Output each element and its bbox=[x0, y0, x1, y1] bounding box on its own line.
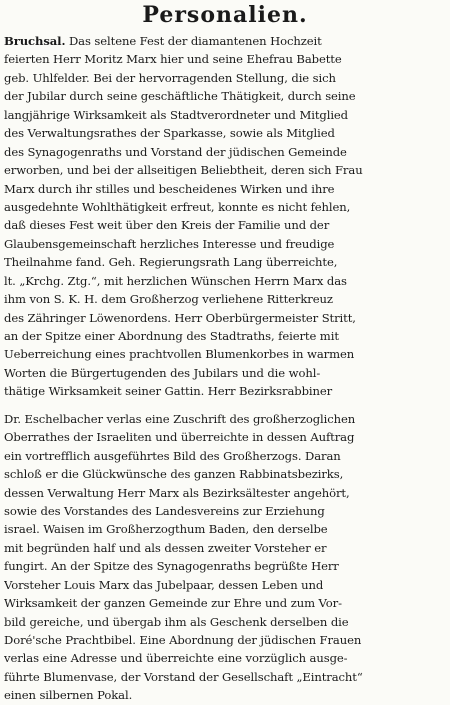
text-line bbox=[4, 290, 446, 308]
line-text: ausgedehnte Wohlthätigkeit erfreut, konnte es nicht fehlen, bbox=[4, 199, 351, 214]
line-text: Dr. Eschelbacher verlas eine Zuschrift des großherzoglichen bbox=[4, 411, 356, 426]
line-text: Vorsteher Louis Marx das Jubelpaar, dessen Leben und bbox=[4, 577, 324, 592]
line-text: ihm von S. K. H. dem Großherzog verliehene Ritterkreuz bbox=[4, 292, 333, 307]
text-line bbox=[4, 235, 446, 253]
text-line bbox=[4, 539, 446, 557]
line-text: fungirt. An der Spitze des Synagogenraths begrüßte Herr bbox=[4, 559, 339, 574]
line-text: Theilnahme fand. Geh. Regierungsrath Lang überreichte, bbox=[4, 255, 338, 270]
line-text: Wirksamkeit der ganzen Gemeinde zur Ehre und zum Vor- bbox=[4, 596, 342, 611]
text-line bbox=[4, 649, 446, 667]
text-line bbox=[4, 124, 446, 142]
line-text: Worten die Bürgertugenden des Jubilars und die wohl- bbox=[4, 365, 321, 380]
line-text: des Zähringer Löwenordens. Herr Oberbürgermeister Stritt, bbox=[4, 310, 356, 325]
text-line bbox=[4, 557, 446, 575]
line-text: erworben, und bei der allseitigen Beliebtheit, deren sich Frau bbox=[4, 163, 363, 178]
text-line bbox=[4, 253, 446, 271]
article-body bbox=[4, 32, 446, 705]
dateline: Bruchsal. bbox=[4, 34, 66, 48]
line-text: verlas eine Adresse und überreichte eine vorzüglich ausge- bbox=[4, 651, 348, 666]
text-line bbox=[4, 180, 446, 198]
text-line bbox=[4, 69, 446, 87]
text-line bbox=[4, 32, 446, 50]
text-line bbox=[4, 382, 446, 400]
text-line bbox=[4, 576, 446, 594]
line-text: Oberrathes der Israeliten und überreichte in dessen Auftrag bbox=[4, 430, 355, 445]
text-line bbox=[4, 631, 446, 649]
text-line bbox=[4, 272, 446, 290]
line-text: geb. Uhlfelder. Bei der hervorragenden Stellung, die sich bbox=[4, 70, 336, 85]
text-line bbox=[4, 613, 446, 631]
text-line bbox=[4, 484, 446, 502]
text-line bbox=[4, 345, 446, 363]
text-line bbox=[4, 327, 446, 345]
text-line bbox=[4, 309, 446, 327]
text-line bbox=[4, 428, 446, 446]
text-line bbox=[4, 143, 446, 161]
line-text: Glaubensgemeinschaft herzliches Interesse und freudige bbox=[4, 236, 335, 251]
line-text: dessen Verwaltung Herr Marx als Bezirksältester angehört, bbox=[4, 485, 350, 500]
line-text: thätige Wirksamkeit seiner Gattin. Herr Bezirksrabbiner bbox=[4, 384, 333, 399]
line-text: führte Blumenvase, der Vorstand der Gesellschaft „Eintracht“ bbox=[4, 669, 363, 684]
text-line bbox=[4, 364, 446, 382]
line-text: israel. Waisen im Großherzogthum Baden, den derselbe bbox=[4, 522, 328, 537]
line-text: Doré'sche Prachtbibel. Eine Abordnung der jüdischen Frauen bbox=[4, 633, 362, 647]
line-text: feierten Herr Moritz Marx hier und seine Ehefrau Babette bbox=[4, 52, 342, 67]
text-line bbox=[4, 50, 446, 68]
line-text: lt. „Krchg. Ztg.“, mit herzlichen Wünschen Herrn Marx das bbox=[4, 273, 347, 288]
text-line bbox=[4, 520, 446, 538]
line-text: des Synagogenraths und Vorstand der jüdischen Gemeinde bbox=[4, 144, 347, 159]
line-text: an der Spitze einer Abordnung des Stadtraths, feierte mit bbox=[4, 329, 339, 343]
text-line bbox=[4, 106, 446, 124]
text-line bbox=[4, 502, 446, 520]
text-line bbox=[4, 686, 446, 704]
text-line bbox=[4, 668, 446, 686]
line-text: Das seltene Fest der diamantenen Hochzeit bbox=[65, 34, 322, 48]
text-line bbox=[4, 410, 446, 428]
text-line bbox=[4, 198, 446, 216]
text-line bbox=[4, 594, 446, 612]
line-text: schloß er die Glückwünsche des ganzen Rabbinatsbezirks, bbox=[4, 467, 344, 482]
line-text: bild gereiche, und übergab ihm als Geschenk derselben die bbox=[4, 614, 349, 629]
line-text: sowie des Vorstandes des Landesvereins zur Erziehung bbox=[4, 503, 325, 518]
line-text: Ueberreichung eines prachtvollen Blumenkorbes in warmen bbox=[4, 347, 355, 362]
line-text: des Verwaltungsrathes der Sparkasse, sowie als Mitglied bbox=[4, 126, 335, 141]
text-line bbox=[4, 465, 446, 483]
line-text: ein vortrefflich ausgeführtes Bild des Großherzogs. Daran bbox=[4, 448, 341, 463]
text-line bbox=[4, 161, 446, 179]
text-line bbox=[4, 216, 446, 234]
line-text: daß dieses Fest weit über den Kreis der Familie und der bbox=[4, 218, 330, 233]
text-line bbox=[4, 447, 446, 465]
line-text: mit begründen half und als dessen zweiter Vorsteher er bbox=[4, 540, 327, 555]
line-text: einen silbernen Pokal. bbox=[4, 688, 133, 703]
line-text: Marx durch ihr stilles und bescheidenes Wirken und ihre bbox=[4, 181, 335, 196]
line-text: der Jubilar durch seine geschäftliche Thätigkeit, durch seine bbox=[4, 89, 356, 104]
line-text: langjährige Wirksamkeit als Stadtverordneter und Mitglied bbox=[4, 107, 349, 122]
article-heading: Personalien. bbox=[142, 2, 308, 28]
text-line bbox=[4, 87, 446, 105]
